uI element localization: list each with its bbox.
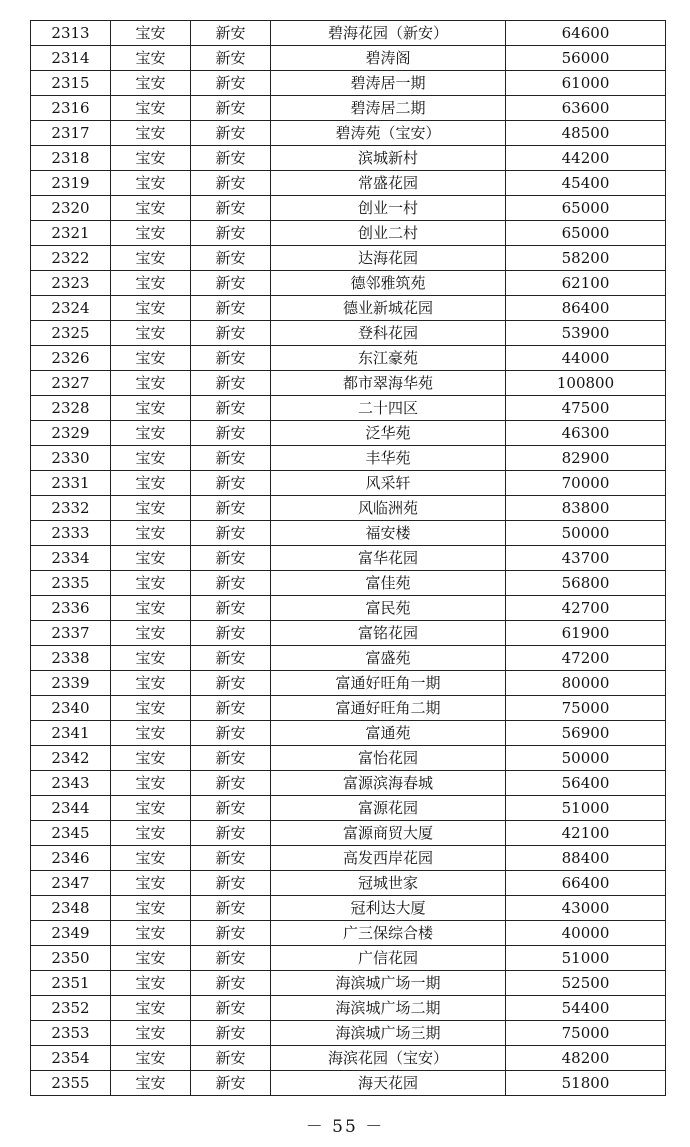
cell-serial-number: 2346 [31,846,111,871]
cell-district: 宝安 [111,596,191,621]
cell-property-name: 碧涛苑（宝安） [271,121,506,146]
cell-price: 70000 [506,471,666,496]
cell-serial-number: 2327 [31,371,111,396]
cell-street: 新安 [191,946,271,971]
cell-price: 82900 [506,446,666,471]
cell-property-name: 富通好旺角二期 [271,696,506,721]
table-row [31,421,666,446]
cell-street: 新安 [191,621,271,646]
cell-serial-number: 2332 [31,496,111,521]
cell-district: 宝安 [111,696,191,721]
cell-serial-number: 2319 [31,171,111,196]
table-row [31,1071,666,1096]
table-row [31,371,666,396]
cell-property-name: 二十四区 [271,396,506,421]
cell-street: 新安 [191,746,271,771]
table-row [31,671,666,696]
cell-price: 58200 [506,246,666,271]
table-row [31,646,666,671]
cell-district: 宝安 [111,846,191,871]
table-row [31,1021,666,1046]
table-row [31,321,666,346]
cell-price: 51800 [506,1071,666,1096]
cell-district: 宝安 [111,746,191,771]
cell-street: 新安 [191,821,271,846]
cell-property-name: 海滨城广场一期 [271,971,506,996]
cell-district: 宝安 [111,346,191,371]
cell-street: 新安 [191,396,271,421]
cell-district: 宝安 [111,71,191,96]
cell-district: 宝安 [111,921,191,946]
table-row [31,996,666,1021]
cell-serial-number: 2330 [31,446,111,471]
cell-price: 42100 [506,821,666,846]
cell-property-name: 海滨花园（宝安） [271,1046,506,1071]
cell-district: 宝安 [111,46,191,71]
cell-serial-number: 2353 [31,1021,111,1046]
cell-property-name: 广三保综合楼 [271,921,506,946]
table-row [31,971,666,996]
table-row [31,721,666,746]
cell-street: 新安 [191,346,271,371]
cell-serial-number: 2321 [31,221,111,246]
cell-serial-number: 2348 [31,896,111,921]
cell-district: 宝安 [111,546,191,571]
cell-district: 宝安 [111,271,191,296]
cell-serial-number: 2317 [31,121,111,146]
cell-serial-number: 2338 [31,646,111,671]
cell-serial-number: 2343 [31,771,111,796]
cell-property-name: 富铭花园 [271,621,506,646]
cell-price: 45400 [506,171,666,196]
cell-street: 新安 [191,146,271,171]
table-row [31,921,666,946]
cell-district: 宝安 [111,396,191,421]
cell-property-name: 富源滨海春城 [271,771,506,796]
cell-street: 新安 [191,496,271,521]
cell-price: 61000 [506,71,666,96]
table-row [31,46,666,71]
cell-street: 新安 [191,921,271,946]
cell-serial-number: 2355 [31,1071,111,1096]
table-body [31,21,666,1096]
cell-property-name: 碧涛居一期 [271,71,506,96]
cell-property-name: 德邻雅筑苑 [271,271,506,296]
cell-serial-number: 2316 [31,96,111,121]
cell-serial-number: 2340 [31,696,111,721]
cell-serial-number: 2337 [31,621,111,646]
cell-price: 62100 [506,271,666,296]
cell-price: 48200 [506,1046,666,1071]
table-row [31,696,666,721]
table-row [31,796,666,821]
table-row [31,871,666,896]
cell-price: 43700 [506,546,666,571]
cell-street: 新安 [191,371,271,396]
cell-price: 50000 [506,521,666,546]
cell-serial-number: 2313 [31,21,111,46]
cell-serial-number: 2347 [31,871,111,896]
cell-serial-number: 2331 [31,471,111,496]
cell-price: 48500 [506,121,666,146]
cell-price: 66400 [506,871,666,896]
cell-district: 宝安 [111,1021,191,1046]
table-row [31,271,666,296]
cell-price: 56000 [506,46,666,71]
cell-district: 宝安 [111,471,191,496]
cell-property-name: 冠城世家 [271,871,506,896]
cell-property-name: 富华花园 [271,546,506,571]
cell-street: 新安 [191,671,271,696]
cell-serial-number: 2354 [31,1046,111,1071]
cell-street: 新安 [191,471,271,496]
cell-price: 75000 [506,696,666,721]
cell-district: 宝安 [111,1071,191,1096]
cell-street: 新安 [191,171,271,196]
cell-street: 新安 [191,696,271,721]
cell-serial-number: 2352 [31,996,111,1021]
cell-property-name: 富佳苑 [271,571,506,596]
cell-property-name: 富源花园 [271,796,506,821]
cell-district: 宝安 [111,721,191,746]
cell-property-name: 德业新城花园 [271,296,506,321]
cell-price: 86400 [506,296,666,321]
cell-price: 56900 [506,721,666,746]
cell-price: 83800 [506,496,666,521]
cell-street: 新安 [191,571,271,596]
cell-price: 65000 [506,196,666,221]
table-row [31,571,666,596]
table-row [31,96,666,121]
cell-property-name: 常盛花园 [271,171,506,196]
cell-price: 51000 [506,946,666,971]
cell-property-name: 创业二村 [271,221,506,246]
cell-serial-number: 2335 [31,571,111,596]
cell-street: 新安 [191,46,271,71]
cell-serial-number: 2320 [31,196,111,221]
cell-street: 新安 [191,421,271,446]
cell-street: 新安 [191,846,271,871]
cell-district: 宝安 [111,896,191,921]
cell-serial-number: 2328 [31,396,111,421]
cell-street: 新安 [191,96,271,121]
cell-property-name: 海滨城广场二期 [271,996,506,1021]
cell-serial-number: 2341 [31,721,111,746]
table-row [31,846,666,871]
cell-price: 50000 [506,746,666,771]
cell-price: 64600 [506,21,666,46]
cell-street: 新安 [191,1046,271,1071]
cell-property-name: 碧涛阁 [271,46,506,71]
cell-district: 宝安 [111,496,191,521]
cell-street: 新安 [191,21,271,46]
table-row [31,596,666,621]
cell-street: 新安 [191,321,271,346]
cell-property-name: 富盛苑 [271,646,506,671]
table-row [31,146,666,171]
cell-district: 宝安 [111,971,191,996]
table-row [31,171,666,196]
cell-price: 63600 [506,96,666,121]
cell-district: 宝安 [111,21,191,46]
cell-serial-number: 2329 [31,421,111,446]
cell-serial-number: 2326 [31,346,111,371]
cell-street: 新安 [191,971,271,996]
cell-price: 80000 [506,671,666,696]
cell-property-name: 冠利达大厦 [271,896,506,921]
cell-street: 新安 [191,521,271,546]
cell-district: 宝安 [111,196,191,221]
table-row [31,471,666,496]
price-table [30,20,666,1096]
cell-street: 新安 [191,896,271,921]
cell-street: 新安 [191,871,271,896]
table-row [31,521,666,546]
table-row [31,71,666,96]
cell-serial-number: 2315 [31,71,111,96]
table-row [31,1046,666,1071]
cell-price: 54400 [506,996,666,1021]
cell-street: 新安 [191,71,271,96]
cell-street: 新安 [191,221,271,246]
cell-price: 43000 [506,896,666,921]
cell-district: 宝安 [111,421,191,446]
cell-district: 宝安 [111,671,191,696]
table-row [31,396,666,421]
cell-district: 宝安 [111,296,191,321]
cell-street: 新安 [191,771,271,796]
cell-street: 新安 [191,196,271,221]
cell-district: 宝安 [111,221,191,246]
cell-serial-number: 2339 [31,671,111,696]
cell-serial-number: 2345 [31,821,111,846]
cell-price: 44000 [506,346,666,371]
cell-serial-number: 2324 [31,296,111,321]
cell-property-name: 碧海花园（新安） [271,21,506,46]
page-number: － 55 － [305,1117,385,1137]
cell-district: 宝安 [111,996,191,1021]
cell-serial-number: 2318 [31,146,111,171]
cell-serial-number: 2322 [31,246,111,271]
cell-price: 46300 [506,421,666,446]
table-row [31,121,666,146]
cell-district: 宝安 [111,621,191,646]
cell-serial-number: 2349 [31,921,111,946]
table-row [31,546,666,571]
table-row [31,946,666,971]
cell-price: 75000 [506,1021,666,1046]
table-row [31,196,666,221]
table-row [31,771,666,796]
cell-property-name: 风采轩 [271,471,506,496]
table-row [31,621,666,646]
cell-price: 56400 [506,771,666,796]
cell-serial-number: 2333 [31,521,111,546]
cell-serial-number: 2323 [31,271,111,296]
cell-district: 宝安 [111,646,191,671]
cell-street: 新安 [191,1071,271,1096]
cell-price: 47200 [506,646,666,671]
cell-price: 40000 [506,921,666,946]
cell-property-name: 风临洲苑 [271,496,506,521]
cell-property-name: 东江豪苑 [271,346,506,371]
table-row [31,21,666,46]
cell-serial-number: 2342 [31,746,111,771]
cell-serial-number: 2325 [31,321,111,346]
cell-property-name: 富通好旺角一期 [271,671,506,696]
table-row [31,446,666,471]
cell-price: 88400 [506,846,666,871]
cell-price: 44200 [506,146,666,171]
cell-property-name: 富源商贸大厦 [271,821,506,846]
cell-serial-number: 2334 [31,546,111,571]
cell-property-name: 高发西岸花园 [271,846,506,871]
table-row [31,296,666,321]
cell-price: 52500 [506,971,666,996]
cell-district: 宝安 [111,771,191,796]
cell-property-name: 富民苑 [271,596,506,621]
cell-price: 53900 [506,321,666,346]
table-row [31,496,666,521]
cell-district: 宝安 [111,521,191,546]
cell-property-name: 富通苑 [271,721,506,746]
cell-district: 宝安 [111,571,191,596]
cell-serial-number: 2351 [31,971,111,996]
table-row [31,246,666,271]
table-row [31,821,666,846]
cell-property-name: 海滨城广场三期 [271,1021,506,1046]
cell-district: 宝安 [111,121,191,146]
table-row [31,221,666,246]
cell-street: 新安 [191,796,271,821]
cell-serial-number: 2314 [31,46,111,71]
cell-property-name: 碧涛居二期 [271,96,506,121]
cell-property-name: 泛华苑 [271,421,506,446]
cell-district: 宝安 [111,1046,191,1071]
cell-serial-number: 2350 [31,946,111,971]
cell-property-name: 达海花园 [271,246,506,271]
cell-property-name: 海天花园 [271,1071,506,1096]
cell-street: 新安 [191,646,271,671]
cell-district: 宝安 [111,371,191,396]
cell-price: 56800 [506,571,666,596]
cell-property-name: 富怡花园 [271,746,506,771]
cell-price: 47500 [506,396,666,421]
cell-street: 新安 [191,546,271,571]
cell-price: 61900 [506,621,666,646]
cell-street: 新安 [191,246,271,271]
cell-serial-number: 2336 [31,596,111,621]
cell-property-name: 登科花园 [271,321,506,346]
cell-district: 宝安 [111,946,191,971]
cell-street: 新安 [191,1021,271,1046]
cell-street: 新安 [191,121,271,146]
cell-price: 65000 [506,221,666,246]
cell-property-name: 都市翠海华苑 [271,371,506,396]
cell-property-name: 滨城新村 [271,146,506,171]
cell-price: 42700 [506,596,666,621]
cell-street: 新安 [191,596,271,621]
cell-street: 新安 [191,296,271,321]
cell-district: 宝安 [111,321,191,346]
cell-street: 新安 [191,721,271,746]
table-row [31,346,666,371]
cell-street: 新安 [191,271,271,296]
cell-street: 新安 [191,996,271,1021]
cell-price: 51000 [506,796,666,821]
cell-district: 宝安 [111,446,191,471]
cell-district: 宝安 [111,96,191,121]
table-row [31,896,666,921]
cell-serial-number: 2344 [31,796,111,821]
cell-district: 宝安 [111,821,191,846]
cell-district: 宝安 [111,796,191,821]
cell-price: 100800 [506,371,666,396]
cell-street: 新安 [191,446,271,471]
cell-district: 宝安 [111,146,191,171]
cell-district: 宝安 [111,871,191,896]
cell-property-name: 广信花园 [271,946,506,971]
cell-district: 宝安 [111,246,191,271]
cell-district: 宝安 [111,171,191,196]
cell-property-name: 丰华苑 [271,446,506,471]
cell-property-name: 创业一村 [271,196,506,221]
cell-property-name: 福安楼 [271,521,506,546]
table-row [31,746,666,771]
